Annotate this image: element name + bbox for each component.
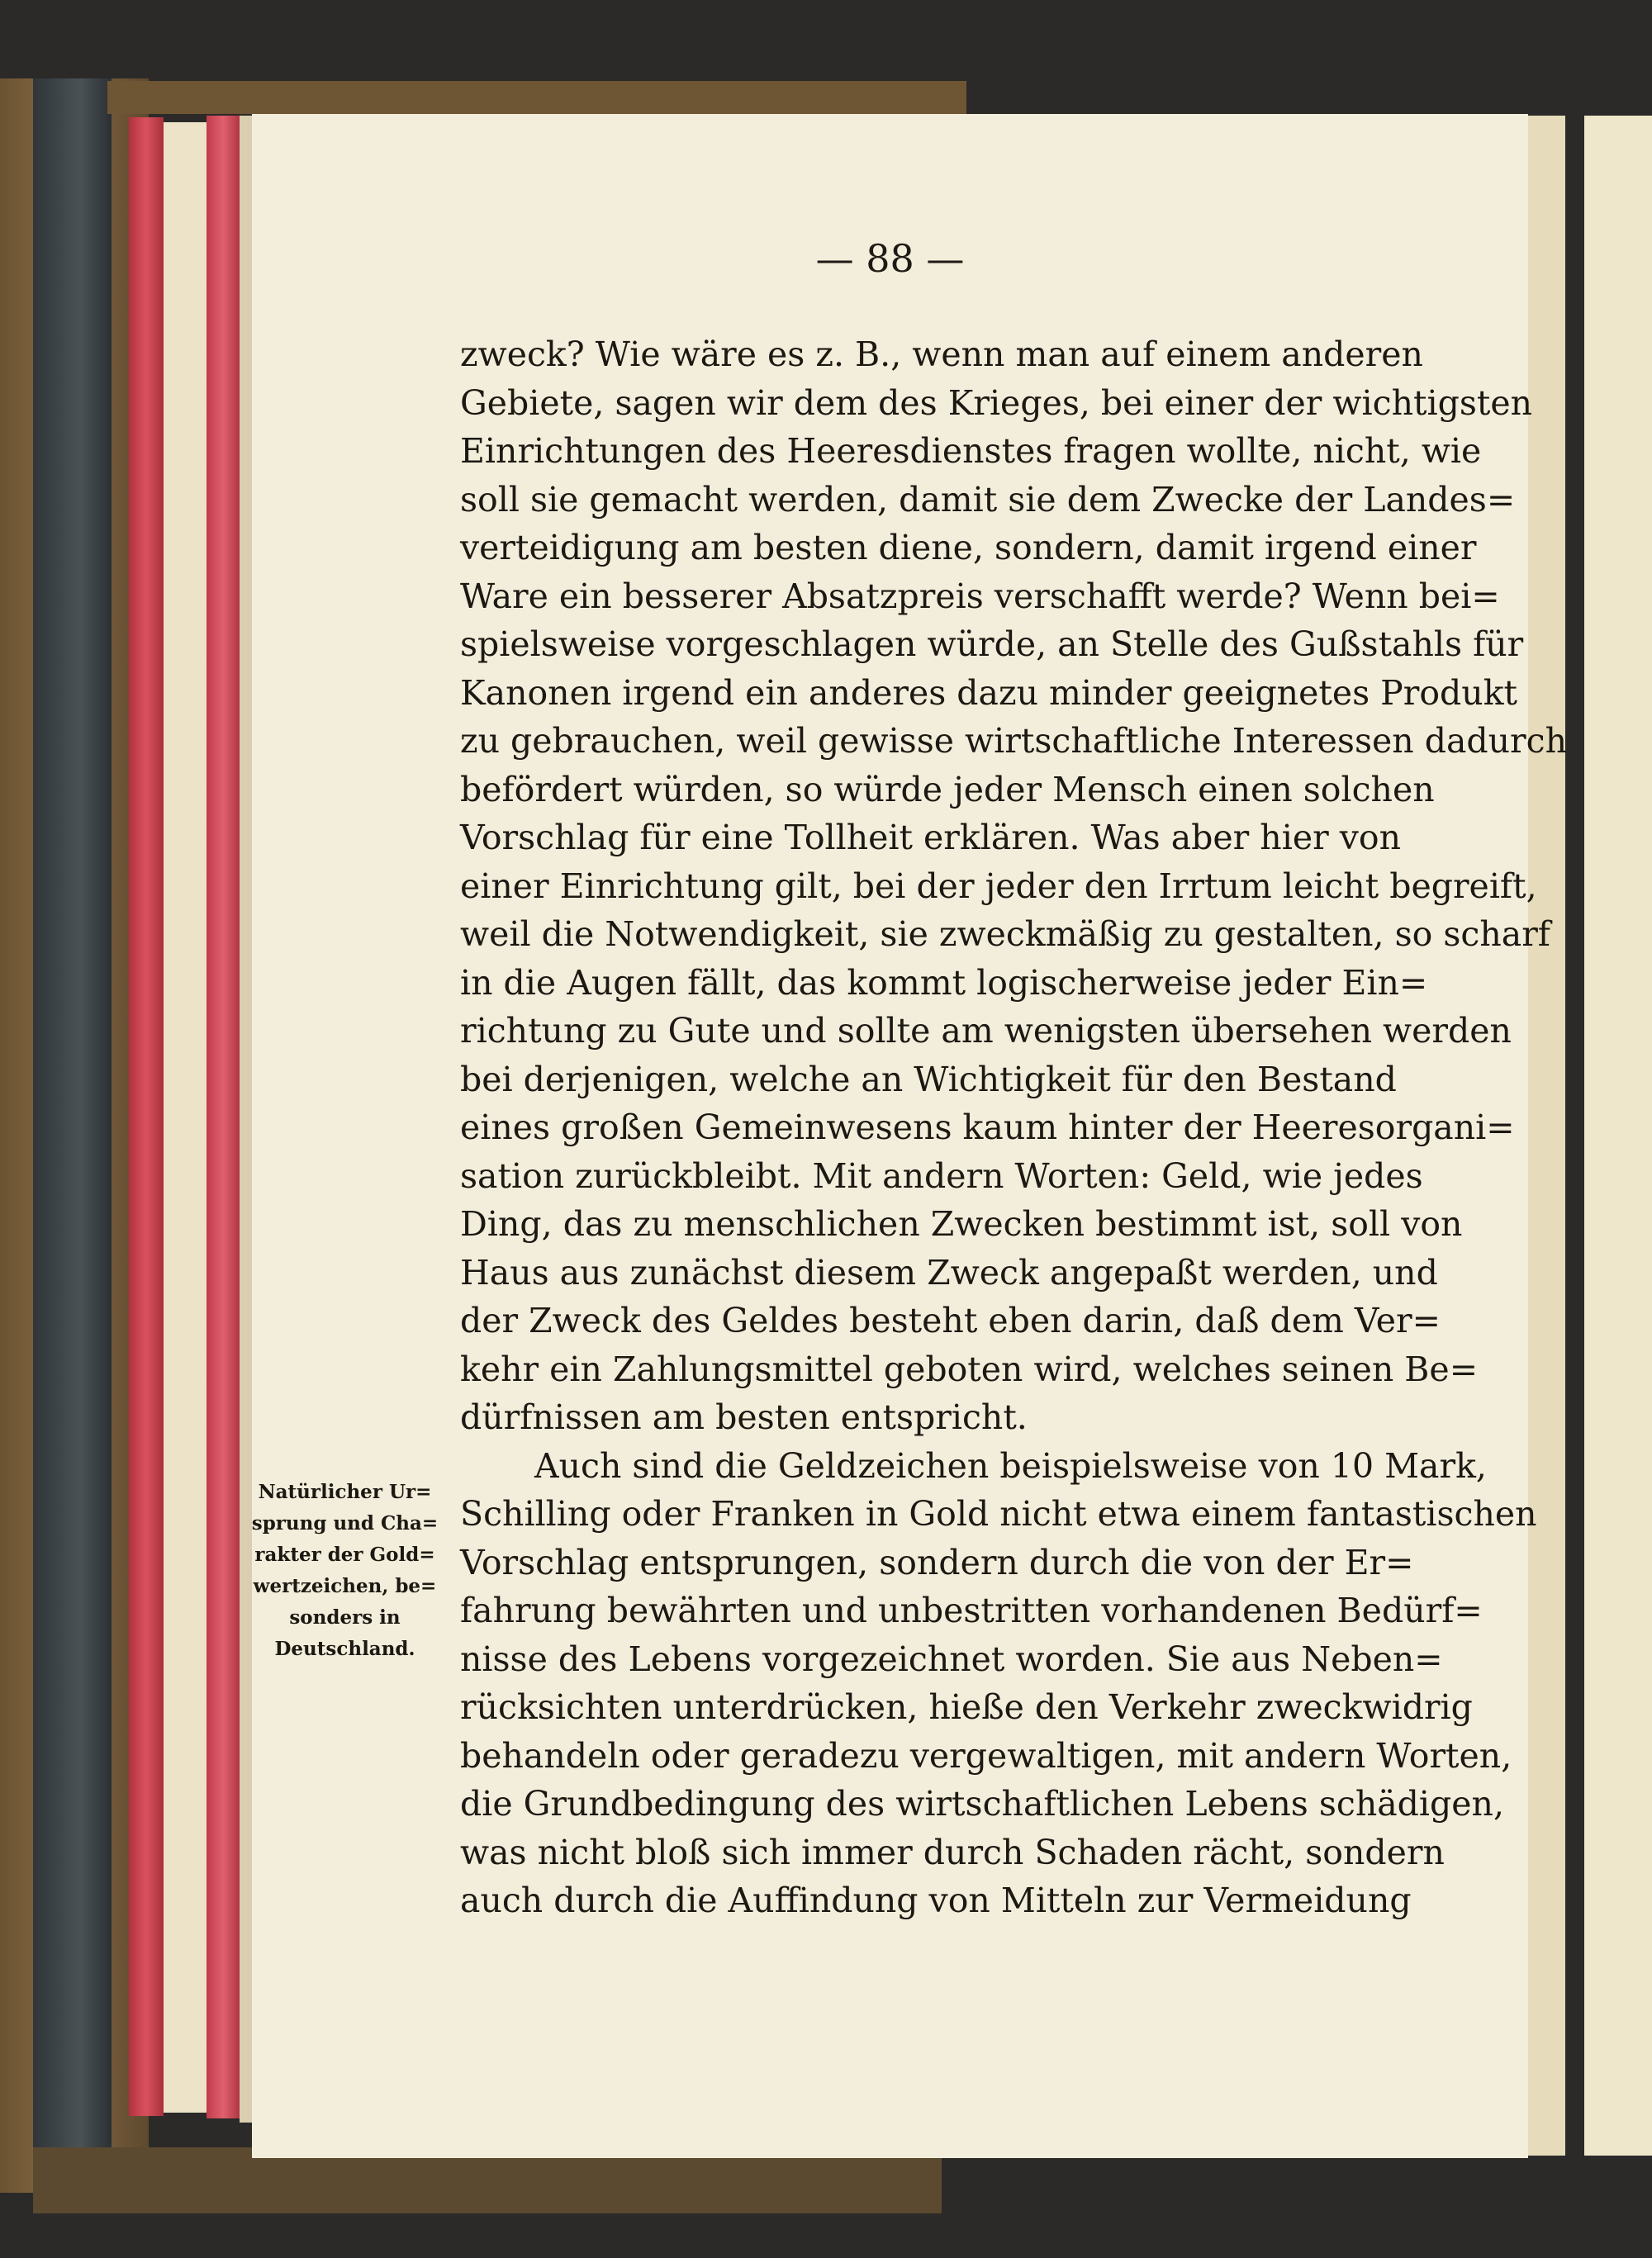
text-line: weil die Notwendigkeit, sie zweckmäßig zu gestalten, so scharf (460, 914, 1550, 954)
text-line: zweck? Wie wäre es z. B., wenn man auf einem anderen (460, 334, 1423, 374)
text-line: sation zurückbleibt. Mit andern Worten: Geld, wie jedes (460, 1155, 1423, 1196)
text-line: der Zweck des Geldes besteht eben darin, daß dem Ver= (460, 1301, 1441, 1340)
red-page-edge (206, 116, 240, 2118)
text-line: fahrung bewährten und unbestritten vorhandenen Bedürf= (460, 1591, 1483, 1630)
text-line: die Grundbedingung des wirtschaftlichen Lebens schädigen, (460, 1784, 1504, 1824)
text-line: spielsweise vorgeschlagen würde, an Stelle des Gußstahls für (460, 624, 1524, 664)
text-line: dürfnissen am besten entspricht. (460, 1397, 1028, 1437)
margin-note-line: rakter der Gold= (254, 1544, 435, 1566)
text-line: Einrichtungen des Heeresdienstes fragen wollte, nicht, wie (460, 431, 1482, 471)
text-line: bei derjenigen, welche an Wichtigkeit für den Bestand (460, 1059, 1397, 1099)
text-line: einer Einrichtung gilt, bei der jeder den Irrtum leicht begreift, (460, 866, 1537, 906)
paragraph (460, 330, 1652, 1442)
text-line: Schilling oder Franken in Gold nicht etwa einem fantastischen (460, 1494, 1537, 1534)
text-line: eines großen Gemeinwesens kaum hinter der Heeresorgani= (460, 1108, 1515, 1147)
text-line: rücksichten unterdrücken, hieße den Verkehr zweckwidrig (460, 1687, 1473, 1727)
margin-note-line: wertzeichen, be= (253, 1575, 437, 1597)
text-line: Ware ein besserer Absatzpreis verschafft werde? Wenn bei= (460, 576, 1500, 616)
margin-note (248, 1477, 442, 1665)
text-line: auch durch die Auffindung von Mitteln zur Vermeidung (460, 1881, 1412, 1920)
book-cover-top (107, 81, 966, 114)
text-line: nisse des Lebens vorgezeichnet worden. Sie aus Neben= (460, 1639, 1443, 1679)
margin-note-line: Natürlicher Ur= (258, 1481, 432, 1503)
page-number: — 88 — (815, 236, 965, 281)
text-line: richtung zu Gute und sollte am wenigsten übersehen werden (460, 1011, 1512, 1051)
text-line: behandeln oder geradezu vergewaltigen, mit andern Worten, (460, 1735, 1512, 1776)
text-line: Auch sind die Geldzeichen beispielsweise von 10 Mark, (534, 1445, 1487, 1486)
book-spine (33, 78, 112, 2193)
text-line: kehr ein Zahlungsmittel geboten wird, welches seinen Be= (460, 1349, 1479, 1389)
text-line: was nicht bloß sich immer durch Schaden rächt, sondern (460, 1832, 1445, 1872)
book-page (251, 114, 1568, 2158)
text-line: in die Augen fällt, das kommt logischerweise jeder Ein= (460, 962, 1428, 1003)
red-page-edge (129, 117, 164, 2116)
text-line: Haus aus zunächst diesem Zweck angepaßt werden, und (460, 1252, 1438, 1293)
text-line: Kanonen irgend ein anderes dazu minder geeignetes Produkt (460, 672, 1518, 713)
text-line: befördert würden, so würde jeder Mensch einen solchen (460, 769, 1435, 809)
body-text (460, 330, 1652, 1925)
text-line: Gebiete, sagen wir dem des Krieges, bei einer der wichtigsten (460, 382, 1533, 423)
page-edge (164, 122, 206, 2113)
margin-note-line: Deutschland. (274, 1638, 415, 1660)
paragraph (460, 1442, 1652, 1925)
text-line: Vorschlag entsprungen, sondern durch die von der Er= (460, 1542, 1414, 1582)
text-line: Ding, das zu menschlichen Zwecken bestimmt ist, soll von (460, 1204, 1463, 1244)
text-line: Vorschlag für eine Tollheit erklären. Was aber hier von (460, 818, 1401, 857)
margin-note-line: sonders in (289, 1606, 401, 1629)
text-line: verteidigung am besten diene, sondern, damit irgend einer (460, 528, 1477, 567)
margin-note-line: sprung und Cha= (251, 1512, 439, 1535)
text-line: zu gebrauchen, weil gewisse wirtschaftliche Interessen dadurch (460, 721, 1568, 761)
text-line: soll sie gemacht werden, damit sie dem Zwecke der Landes= (460, 479, 1516, 519)
